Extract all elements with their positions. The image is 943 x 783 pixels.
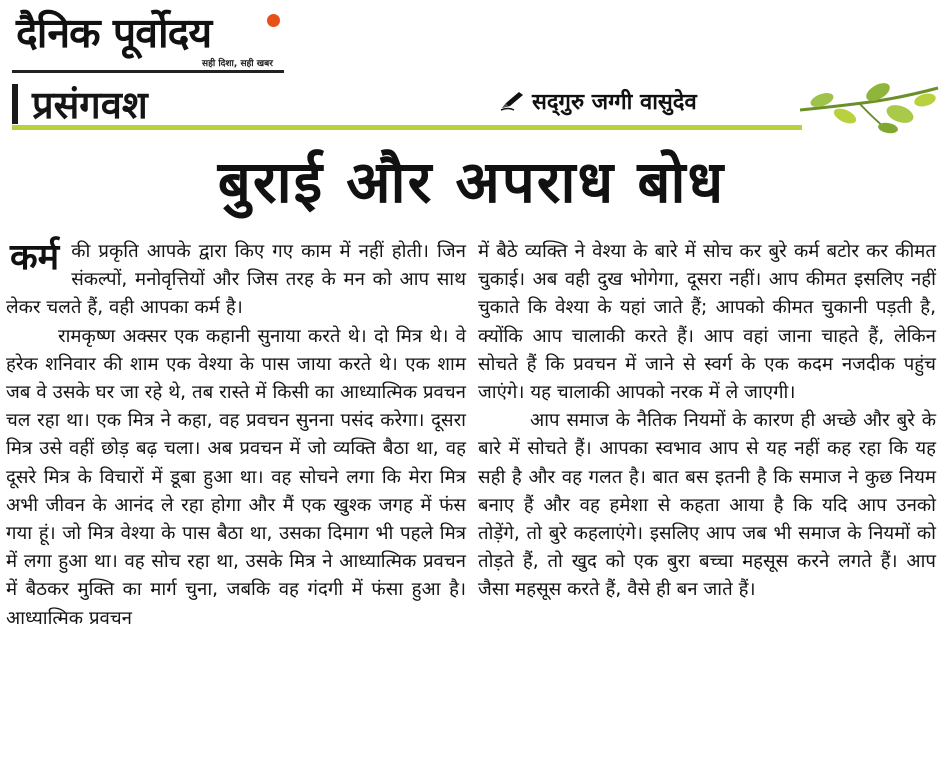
article-column-right [478, 238, 936, 605]
drop-cap: कर्म [10, 237, 60, 278]
leaf-branch-icon [800, 80, 940, 135]
article-paragraph: रामकृष्ण अक्सर एक कहानी सुनाया करते थे। दो मित्र थे। वे हरेक शनिवार की शाम एक वेश्या के पास जाया करते थे। एक शाम जब वे उसके घर जा रहे थे, तब रास्ते में किसी का आध्यात्मिक प्रवचन चल रहा था। एक मित्र ने कहा, वह प्रवचन सुनना पसंद करेगा। दूसरा मित्र उसे वहीं छोड़ बढ़ चला। अब प्रवचन में जो व्यक्ति बैठा था, वह दूसरे मित्र के विचारों में डूबा हुआ था। वह सोचने लगा कि मेरा मित्र अभी जीवन के आनंद ले रहा होगा और मैं एक खुश्क जगह में फंस गया हूं। जो मित्र वेश्या के पास बैठा था, उसका दिमाग भी पहले मित्र में लगा हुआ था। वह सोच रहा था, उसके मित्र ने आध्यात्मिक प्रवचन में बैठकर मुक्ति का मार्ग चुना, जबकि वह गंदगी में फंसा हुआ है। आध्यात्मिक प्रवचन [6, 325, 466, 629]
masthead [12, 2, 284, 74]
newspaper-logo: दैनिक पूर्वोदय [16, 9, 212, 57]
newspaper-tagline: सही दिशा, सही खबर [202, 59, 273, 69]
section-bar [12, 80, 802, 130]
article-paragraph: में बैठे व्यक्ति ने वेश्या के बारे में सोच कर बुरे कर्म बटोर कर कीमत चुकाई। अब वही दुख भोगेगा, दूसरा नहीं। आप कीमत इसलिए नहीं चुकाते कि वेश्या के यहां जाते हैं; आपको कीमत चुकानी पड़ती है, क्योंकि आप चालाकी करते हैं। आप वहां जाना चाहते हैं, लेकिन सोचते हैं कि प्रवचन में जाने से स्वर्ग के एक कदम नजदीक पहुंच जाएंगे। यह चालाकी आपको नरक में ले जाएगी। [478, 241, 936, 404]
article-paragraph: आप समाज के नैतिक नियमों के कारण ही अच्छे और बुरे के बारे में सोचते हैं। आपका स्वभाव आप से यह नहीं कह रहा कि यह सही है और वह गलत है। बात बस इतनी है कि समाज ने कुछ नियम बनाए हैं और वह हमेशा से कहता आया है कि यदि आप उनको तोड़ेंगे, तो बुरे कहलाएंगे। इसलिए आप जब भी समाज के नियमों को तोड़ते हैं, तो खुद को एक बुरा बच्चा महसूस करने लगते हैं। आप जैसा महसूस करते हैं, वैसे ही बन जाते हैं। [478, 410, 936, 601]
masthead-rule [12, 70, 284, 73]
section-left-rule [12, 84, 18, 124]
paragraph-text: की प्रकृति आपके द्वारा किए गए काम में नहीं होती। जिन संकल्पों, मनोवृत्तियों और जिस तरह के मन को आप साथ लेकर चलते हैं, वही आपका कर्म है। [6, 241, 466, 319]
section-title: प्रसंगवश [32, 83, 148, 127]
article-paragraph [6, 238, 466, 323]
article-headline: बुराई और अपराध बोध [217, 148, 726, 216]
author-name: सद्‌गुरु जग्गी वासुदेव [532, 90, 697, 115]
author-byline [500, 86, 697, 117]
article-column-left [6, 238, 466, 633]
logo-dot-icon [267, 14, 280, 27]
pen-icon [500, 89, 526, 117]
